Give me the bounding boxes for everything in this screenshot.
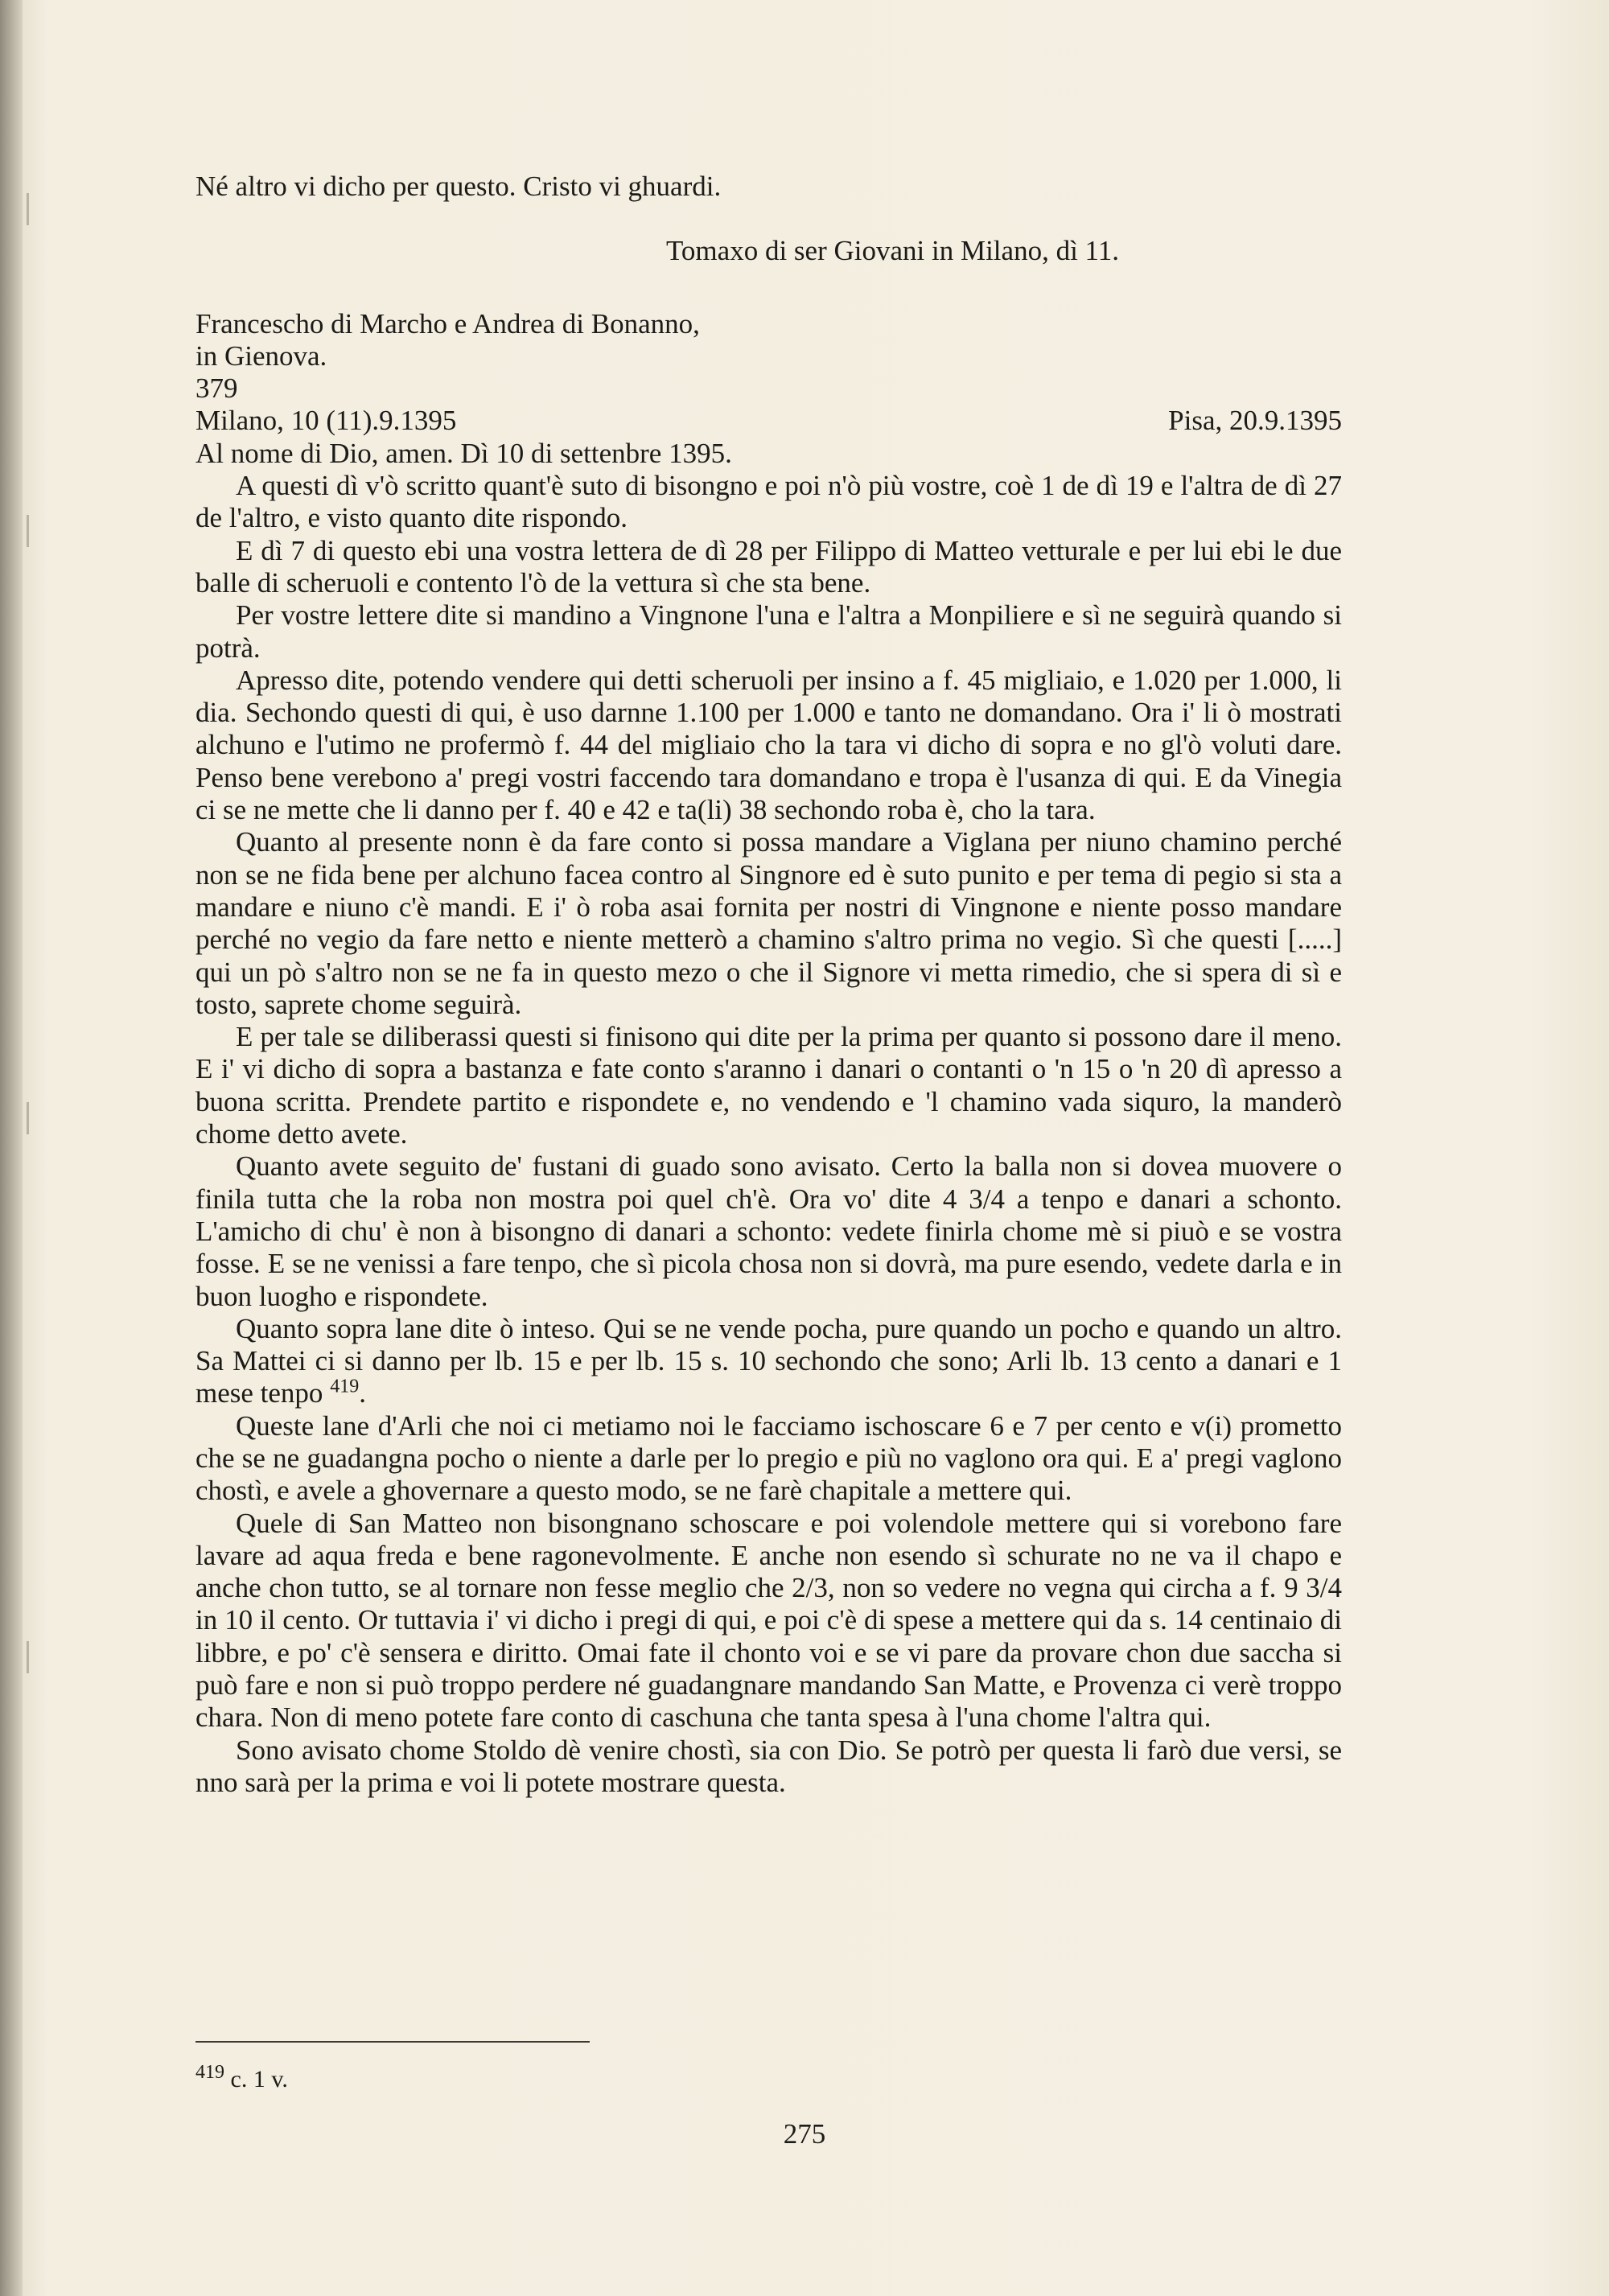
paragraph: E dì 7 di questo ebi una vostra lettera de dì 28 per Filippo di Matteo vetturale e per lui ebi le due balle di scheruoli e contento l'ò de la vettura sì che sta bene. (195, 534, 1342, 599)
closing-line: Né altro vi dicho per questo. Cristo vi ghuardi. (195, 171, 722, 202)
book-spine-shadow (0, 0, 23, 2296)
paragraph-lane-text: Quanto sopra lane dite ò inteso. Qui se ne vende pocha, pure quando un pocho e quando un altro. Sa Mattei ci si danno per lb. 15 e per lb. 15 s. 10 sechondo che sono; Arli lb. 13 cento a danari e 1 mese tenpo (195, 1312, 1342, 1409)
paragraph: Quanto avete seguito de' fustani di guado sono avisato. Certo la balla non si dovea muovere o finila tutta che la roba non mostra poi quel ch'è. Ora vo' dite 4 3/4 a tenpo e danari a schonto. L'amicho di chu' è non à bisongno di danari a schonto: vedete finirla chome mè si piuò e se vostra fosse. E se ne venissi a fare tenpo, che sì picola chosa non si dovrà, ma pure esendo, vedete darla e in buon luogho e rispondete. (195, 1150, 1342, 1312)
date-from: Milano, 10 (11).9.1395 (195, 405, 457, 437)
paragraph: Quele di San Matteo non bisongnano schoscare e poi volendole mettere qui si vorebono fare lavare ad aqua freda e bene ragonevolmente. E anche non esendo sì schurate no ne va il chapo e anche chon tutto, se al tornare non fesse meglio che 2/3, non so vedere no vegna qui circha a f. 9 3/4 in 10 il cento. Or tuttavia i' vi dicho i pregi di qui, e poi c'è di spese a mettere qui da s. 14 centinaio di libbre, e po' c'è sensera e diritto. Omai fate il chonto voi e se vi pare da provare chon due saccha si può fare e non si può troppo perdere né guadangnare mandando San Matte, e Provenza ci verè troppo chara. Non di meno potete fare conto di caschuna che tanta spesa à l'una chome l'altra qui. (195, 1507, 1342, 1734)
footnote-reference[interactable]: 419 (330, 1376, 360, 1397)
dateline (195, 405, 1342, 437)
paragraph: Apresso dite, potendo vendere qui detti scheruoli per insino a f. 45 migliaio, e 1.020 per 1.000, li dia. Sechondo questi di qui, è uso darnne 1.100 per 1.000 e tanto ne domandano. Ora i' li ò mostrati alchuno e l'utimo ne profermò f. 44 del migliaio cho la tara vi dicho di sopra e no gl'ò voluti dare. Penso bene verebono a' pregi vostri faccendo tara domandano e tropa è l'usanza di qui. E da Vinegia ci se ne mette che li danno per f. 40 e 42 e ta(li) 38 sechondo roba è, cho la tara. (195, 664, 1342, 826)
footnote-text: c. 1 v. (230, 2066, 288, 2092)
invocation: Al nome di Dio, amen. Dì 10 di settenbre 1395. (195, 437, 732, 469)
footnote (195, 2062, 288, 2094)
paragraph: Sono avisato chome Stoldo dè venire chostì, sia con Dio. Se potrò per questa li farò due versi, se nno sarà per la prima e voi li potete mostrare questa. (195, 1734, 1342, 1798)
page-number: 275 (783, 2118, 826, 2150)
footnote-number: 419 (195, 2062, 224, 2083)
margin-mark (27, 1641, 29, 1673)
letter-number: 379 (195, 372, 238, 405)
addressee-line-1: Francescho di Marcho e Andrea di Bonanno, (195, 307, 700, 339)
main-text (195, 171, 1342, 1799)
margin-mark (27, 193, 29, 225)
paragraph-lane-end: . (359, 1377, 366, 1409)
sender-signature: Tomaxo di ser Giovani in Milano, dì 11. (666, 235, 1119, 267)
margin-mark (27, 1102, 29, 1134)
paragraph: A questi dì v'ò scritto quant'è suto di bisongno e poi n'ò più vostre, coè 1 de dì 19 e l'altra de dì 27 de l'altro, e visto quanto dite rispondo. (195, 470, 1342, 534)
paragraph: Quanto al presente nonn è da fare conto si possa mandare a Viglana per niuno chamino perché non se ne fida bene per alchuno facea contro al Singnore ed è suto punito e per tema di pegio si sta a mandare e niuno c'è mandi. E i' ò roba asai fornita per nostri di Vingnone e niente posso mandare perché no vegio da fare netto e niente metterò a chamino s'altro prima no vegio. Sì che questi [.....] qui un pò s'altro non se ne fa in questo mezo o che il Signore vi metta rimedio, che si spera di sì e tosto, saprete chome seguirà. (195, 826, 1342, 1020)
paragraph: Queste lane d'Arli che noi ci metiamo noi le facciamo ischoscare 6 e 7 per cento e v(i) prometto che se ne guadangna pocho o niente a darle per lo pregio e più no vaglono ora qui. E a' pregi vaglono chostì, e avele a ghovernare a questo modo, se ne farè chapitale a mettere qui. (195, 1409, 1342, 1507)
paragraph: Per vostre lettere dite si mandino a Vingnone l'una e l'altra a Monpiliere e sì ne seguirà quando si potrà. (195, 599, 1342, 664)
footnote-divider (195, 2041, 590, 2043)
paragraph: E per tale se diliberassi questi si finisono qui dite per la prima per quanto si possono dare il meno. E i' vi dicho di sopra a bastanza e fate conto s'aranno i danari o contanti o 'n 15 o 'n 20 dì apresso a buona scritta. Prendete partito e rispondete e, no vendendo e 'l chamino vada siquro, la manderò chome detto avete. (195, 1021, 1342, 1150)
addressee-line-2: in Gienova. (195, 339, 327, 372)
margin-mark (27, 515, 29, 547)
date-received: Pisa, 20.9.1395 (1168, 405, 1342, 437)
paragraph-lane (195, 1313, 1342, 1410)
